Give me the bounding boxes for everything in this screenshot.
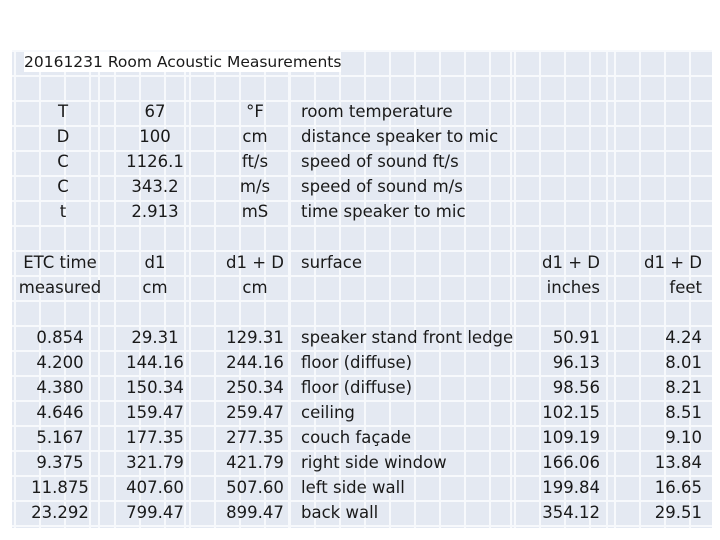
- param-description: speed of sound ft/s: [301, 152, 459, 171]
- cell-etc: 4.380: [36, 378, 84, 397]
- column-header-d1d: d1 + D: [226, 253, 284, 272]
- column-header-surface: surface: [301, 253, 362, 272]
- cell-feet: 13.84: [654, 453, 702, 472]
- cell-feet: 8.51: [665, 403, 702, 422]
- cell-feet: 9.10: [665, 428, 702, 447]
- cell-d1: 159.47: [126, 403, 184, 422]
- cell-inches: 98.56: [552, 378, 600, 397]
- cell-etc: 4.646: [36, 403, 84, 422]
- param-symbol: C: [57, 177, 69, 196]
- cell-d1d: 277.35: [226, 428, 284, 447]
- cell-surface: right side window: [301, 453, 447, 472]
- cell-d1: 177.35: [126, 428, 184, 447]
- column-header-etc: measured: [18, 278, 102, 297]
- cell-d1: 150.34: [126, 378, 184, 397]
- cell-etc: 0.854: [36, 328, 84, 347]
- cell-etc: 4.200: [36, 353, 84, 372]
- cell-feet: 8.01: [665, 353, 702, 372]
- cell-etc: 9.375: [36, 453, 84, 472]
- column-header-feet: d1 + D: [644, 253, 702, 272]
- param-description: speed of sound m/s: [301, 177, 463, 196]
- cell-d1d: 259.47: [226, 403, 284, 422]
- cell-inches: 50.91: [552, 328, 600, 347]
- column-header-inches: d1 + D: [542, 253, 600, 272]
- param-value: 2.913: [131, 202, 179, 221]
- cell-etc: 23.292: [31, 503, 89, 522]
- cell-surface: speaker stand front ledge: [301, 328, 514, 347]
- cell-inches: 102.15: [542, 403, 600, 422]
- grid-column-line: [606, 50, 608, 528]
- param-description: room temperature: [301, 102, 453, 121]
- column-header-inches: inches: [546, 278, 600, 297]
- cell-d1d: 899.47: [226, 503, 284, 522]
- column-header-etc: ETC time: [23, 253, 97, 272]
- cell-inches: 166.06: [542, 453, 600, 472]
- param-unit: mS: [241, 202, 269, 221]
- param-symbol: T: [57, 102, 69, 121]
- cell-d1d: 250.34: [226, 378, 284, 397]
- param-symbol: t: [59, 202, 67, 221]
- cell-surface: ceiling: [301, 403, 355, 422]
- cell-d1d: 244.16: [226, 353, 284, 372]
- param-unit: ft/s: [241, 152, 269, 171]
- column-header-d1: d1: [144, 253, 166, 272]
- column-header-d1: cm: [142, 278, 168, 297]
- param-unit: cm: [242, 127, 268, 146]
- cell-d1: 799.47: [126, 503, 184, 522]
- cell-surface: couch façade: [301, 428, 412, 447]
- cell-surface: floor (diffuse): [301, 353, 413, 372]
- param-symbol: D: [56, 127, 70, 146]
- param-value: 1126.1: [126, 152, 184, 171]
- cell-etc: 5.167: [36, 428, 84, 447]
- cell-feet: 29.51: [654, 503, 702, 522]
- cell-surface: back wall: [301, 503, 379, 522]
- param-description: time speaker to mic: [301, 202, 466, 221]
- param-unit: °F: [246, 102, 264, 121]
- cell-surface: left side wall: [301, 478, 405, 497]
- cell-feet: 8.21: [665, 378, 702, 397]
- cell-feet: 4.24: [665, 328, 702, 347]
- cell-inches: 96.13: [552, 353, 600, 372]
- cell-inches: 354.12: [542, 503, 600, 522]
- param-unit: m/s: [239, 177, 271, 196]
- param-description: distance speaker to mic: [301, 127, 499, 146]
- cell-d1: 407.60: [126, 478, 184, 497]
- cell-d1: 144.16: [126, 353, 184, 372]
- cell-surface: floor (diffuse): [301, 378, 413, 397]
- param-value: 67: [144, 102, 166, 121]
- cell-d1d: 507.60: [226, 478, 284, 497]
- column-header-d1d: cm: [242, 278, 268, 297]
- param-value: 100: [139, 127, 171, 146]
- param-value: 343.2: [131, 177, 179, 196]
- cell-inches: 109.19: [542, 428, 600, 447]
- column-header-feet: feet: [669, 278, 702, 297]
- cell-d1d: 129.31: [226, 328, 284, 347]
- cell-etc: 11.875: [31, 478, 89, 497]
- param-symbol: C: [57, 152, 69, 171]
- sheet-title: 20161231 Room Acoustic Measurements: [24, 53, 342, 71]
- cell-d1: 29.31: [131, 328, 179, 347]
- cell-d1d: 421.79: [226, 453, 284, 472]
- cell-d1: 321.79: [126, 453, 184, 472]
- cell-inches: 199.84: [542, 478, 600, 497]
- cell-feet: 16.65: [654, 478, 702, 497]
